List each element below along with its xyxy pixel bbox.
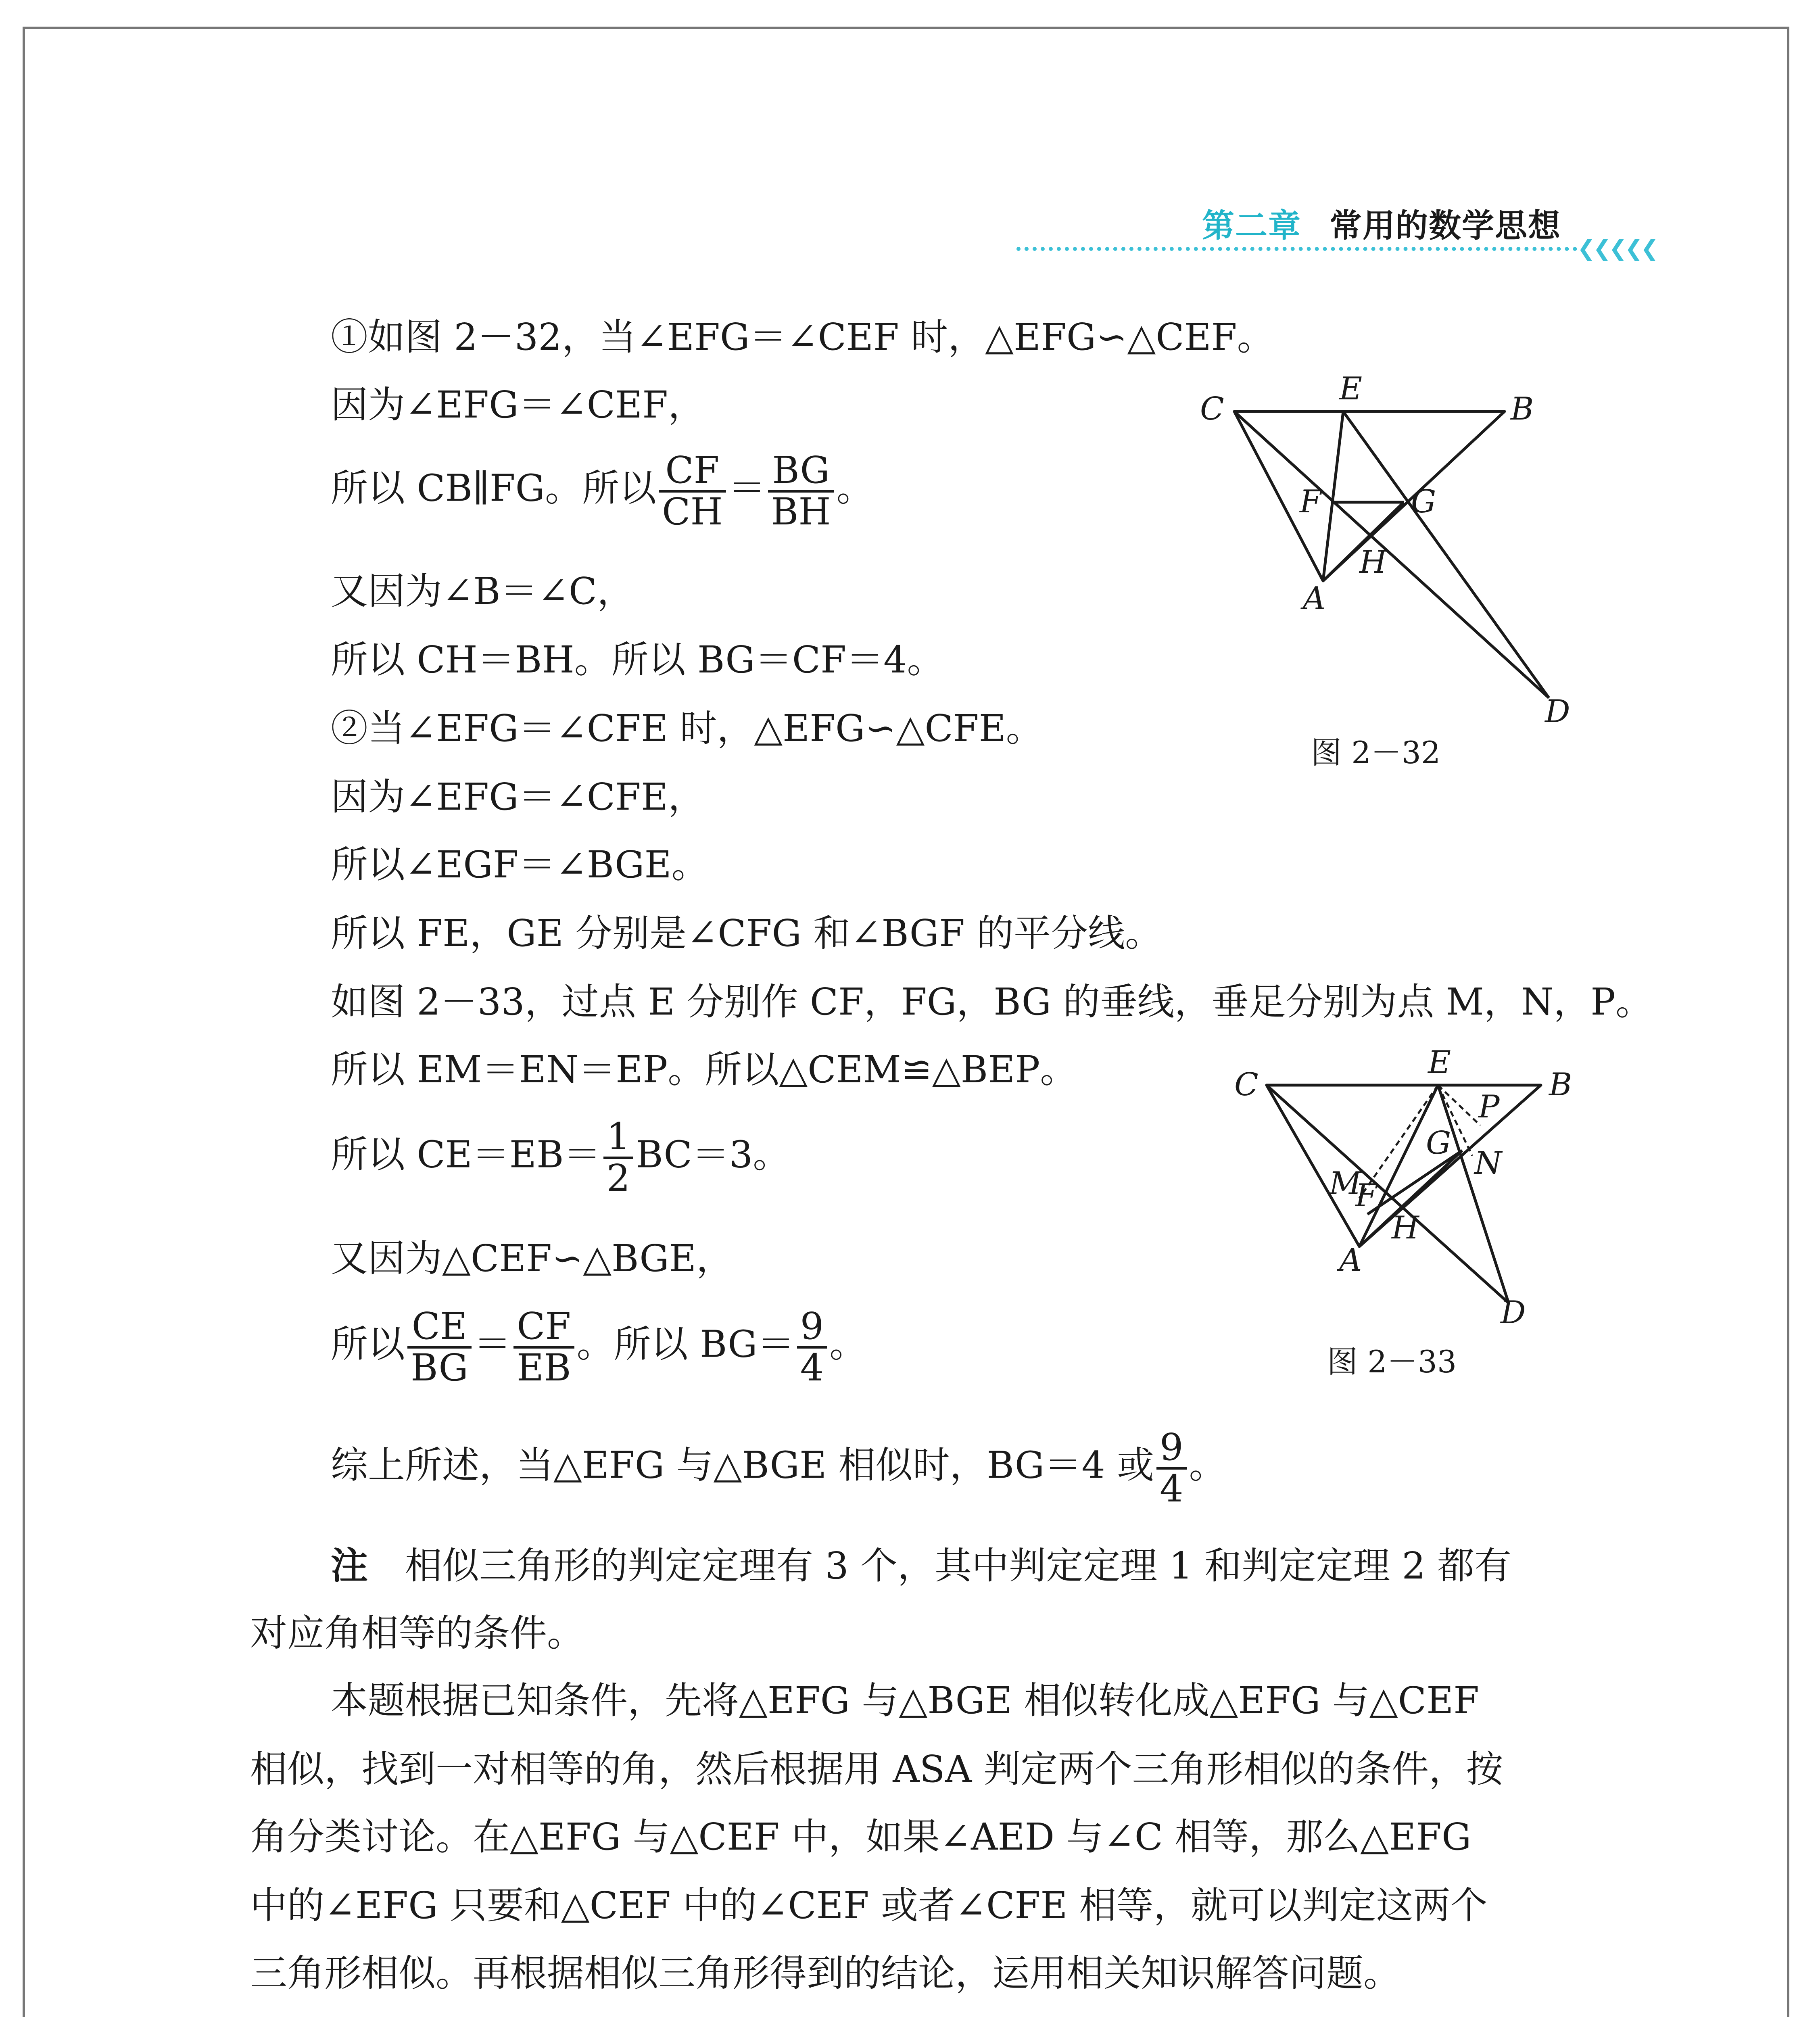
solution-line-12: 所以 CE＝EB＝ $\frac{1}{2}$ BC＝3。 [331,1115,790,1200]
fig232-label-C: C [1200,391,1224,427]
solution-line-5: 所以 CH＝BH。所以 BG＝CF＝4。 [331,638,944,681]
fig233-label-M: M [1329,1165,1361,1202]
solution-line-11: 所以 EM＝EN＝EP。所以△CEM≌△BEP。 [331,1048,1077,1091]
solution-line-15: 综上所述，当△EFG 与△BGE 相似时，BG＝4 或 $\frac{9}{4}$ 。 [331,1426,1226,1510]
solution-line-3: 所以 CB∥FG。所以 $\frac{CF}{CH}$ ＝ $\frac{BG}{BH}$ 。 [331,449,874,533]
fraction: $\frac{1}{2}$ [603,1117,634,1198]
fig233-label-D: D [1501,1295,1526,1331]
fraction: $\frac{CE}{BG}$ [407,1307,472,1387]
fig232-label-E: E [1339,371,1362,407]
fig233-label-C: C [1234,1067,1259,1103]
solution-line-2: 因为∠EFG＝∠CEF， [331,383,705,426]
figure-2-32 [1170,363,1613,787]
solution-line-13: 又因为△CEF∽△BGE， [331,1237,733,1280]
fig233-label-G: G [1426,1125,1451,1161]
fig233-label-F: F [1355,1178,1378,1214]
fig232-label-F: F [1300,484,1322,520]
solution-line-8: 所以∠EGF＝∠BGE。 [331,843,709,886]
figure-2-33 [1226,1045,1630,1351]
note-label: 注 [331,1544,368,1587]
fig232-label-B: B [1511,391,1534,427]
fig233-label-N: N [1474,1145,1502,1182]
header-chevrons-icon: ❮❮❮❮❮ [1577,236,1657,261]
chapter-header [1202,200,1561,246]
note-line-2e: 三角形相似。再根据相似三角形得到的结论，运用相关知识解答问题。 [250,1952,1401,1995]
fig233-label-P: P [1478,1089,1500,1125]
note-line-2b: 相似，找到一对相等的角，然后根据用 ASA 判定两个三角形相似的条件，按 [250,1748,1503,1791]
fig232-segment-CD [1234,411,1549,698]
solution-line-9: 所以 FE，GE 分别是∠CFG 和∠BGF 的平分线。 [331,912,1163,955]
note-line-1b: 对应角相等的条件。 [250,1612,584,1655]
note-line-2c: 角分类讨论。在△EFG 与△CEF 中，如果∠AED 与∠C 相等，那么△EFG [250,1815,1471,1858]
fraction: $\frac{9}{4}$ [1156,1428,1187,1508]
fraction: $\frac{CF}{EB}$ [513,1307,574,1387]
note-line-2d: 中的∠EFG 只要和△CEF 中的∠CEF 或者∠CFE 相等，就可以判定这两个 [250,1884,1488,1927]
fig232-label-D: D [1545,693,1570,730]
note-line-1a: 注 相似三角形的判定定理有 3 个，其中判定定理 1 和判定定理 2 都有 [331,1544,1512,1587]
fig232-caption: 图 2－32 [1311,735,1441,770]
solution-line-14: 所以 $\frac{CE}{BG}$ ＝ $\frac{CF}{EB}$ 。所以 BG＝ $\frac{9}{4}$ 。 [331,1305,867,1389]
fig233-caption: 图 2－33 [1327,1344,1457,1380]
solution-line-6: ②当∠EFG＝∠CFE 时，△EFG∽△CFE。 [331,707,1043,750]
fraction: $\frac{BG}{BH}$ [768,451,834,531]
fig233-label-H: H [1392,1210,1419,1246]
fraction: $\frac{9}{4}$ [797,1307,827,1387]
fig232-label-A: A [1303,580,1326,617]
fig233-label-B: B [1549,1067,1572,1103]
solution-line-4: 又因为∠B＝∠C， [331,570,634,613]
fig232-label-G: G [1411,484,1436,520]
solution-line-1: ①如图 2－32，当∠EFG＝∠CEF 时，△EFG∽△CEF。 [331,315,1274,359]
fig232-label-H: H [1359,544,1387,580]
fig233-label-A: A [1339,1242,1362,1278]
solution-line-7: 因为∠EFG＝∠CFE， [331,775,705,818]
note-line-2a: 本题根据已知条件，先将△EFG 与△BGE 相似转化成△EFG 与△CEF [331,1679,1480,1722]
fraction: $\frac{CF}{CH}$ [659,451,726,531]
solution-line-10: 如图 2－33，过点 E 分别作 CF，FG，BG 的垂线，垂足分别为点 M，N，P。 [331,980,1653,1023]
header-dotted-rule [1016,247,1577,251]
chapter-number: 第二章 [1202,207,1301,244]
fig233-label-E: E [1428,1045,1451,1081]
chapter-title: 常用的数学思想 [1330,207,1561,244]
